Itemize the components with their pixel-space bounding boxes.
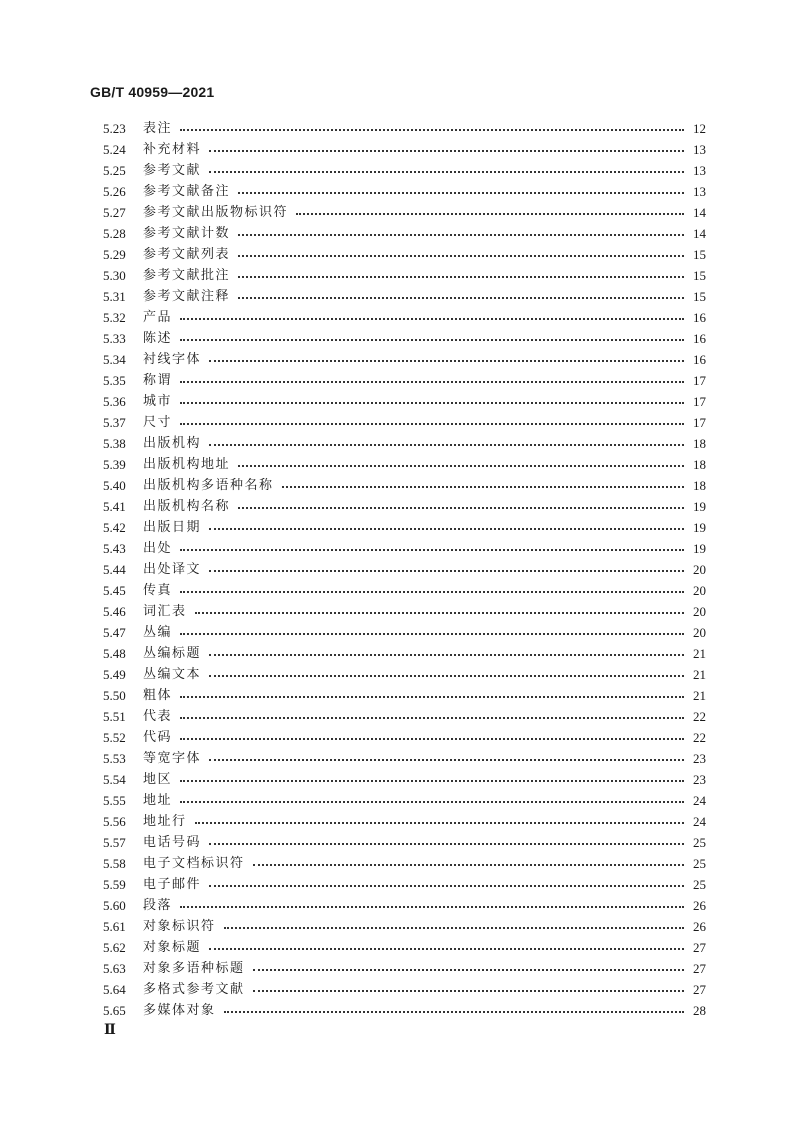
toc-entry-number: 5.39 — [103, 457, 126, 472]
dot-leader — [180, 695, 684, 698]
toc-entry[interactable] — [103, 643, 706, 664]
toc-entry-title: 表注 — [143, 121, 173, 136]
toc-entry-title: 电话号码 — [143, 835, 202, 850]
dot-leader — [238, 254, 684, 257]
toc-entry-title: 丛编 — [143, 625, 173, 640]
toc-entry-number: 5.36 — [103, 394, 126, 409]
toc-entry-number: 5.60 — [103, 898, 126, 913]
toc-entry-number: 5.48 — [103, 646, 126, 661]
page-number: Ⅱ — [104, 1023, 116, 1038]
toc-entry[interactable] — [103, 223, 706, 244]
toc-entry-page: 13 — [693, 184, 706, 199]
dot-leader — [209, 569, 684, 572]
dot-leader — [209, 443, 684, 446]
toc-entry-page: 26 — [693, 898, 706, 913]
dot-leader — [180, 338, 684, 341]
toc-entry-title: 对象标识符 — [143, 919, 216, 934]
dot-leader — [209, 359, 684, 362]
toc-entry-title: 参考文献备注 — [143, 184, 231, 199]
toc-entry-title: 代表 — [143, 709, 173, 724]
toc-entry-page: 25 — [693, 835, 706, 850]
toc-entry-title: 地址 — [143, 793, 173, 808]
dot-leader — [253, 968, 684, 971]
toc-entry-number: 5.27 — [103, 205, 126, 220]
toc-entry-number: 5.55 — [103, 793, 126, 808]
dot-leader — [180, 590, 684, 593]
toc-entry-number: 5.35 — [103, 373, 126, 388]
toc-entry-number: 5.50 — [103, 688, 126, 703]
toc-entry-number: 5.57 — [103, 835, 126, 850]
toc-entry[interactable] — [103, 433, 706, 454]
toc-entry-title: 城市 — [143, 394, 173, 409]
toc-entry-number: 5.64 — [103, 982, 126, 997]
toc-entry-page: 15 — [693, 247, 706, 262]
toc-entry[interactable] — [103, 139, 706, 160]
toc-entry[interactable] — [103, 1000, 706, 1021]
toc-entry-number: 5.53 — [103, 751, 126, 766]
toc-entry-page: 18 — [693, 436, 706, 451]
toc-entry-title: 传真 — [143, 583, 173, 598]
toc-entry-number: 5.42 — [103, 520, 126, 535]
toc-entry-number: 5.65 — [103, 1003, 126, 1018]
dot-leader — [209, 149, 684, 152]
toc-entry[interactable] — [103, 685, 706, 706]
toc-entry[interactable] — [103, 538, 706, 559]
toc-entry-number: 5.58 — [103, 856, 126, 871]
dot-leader — [238, 275, 684, 278]
toc-entry-page: 25 — [693, 856, 706, 871]
toc-entry-number: 5.52 — [103, 730, 126, 745]
toc-entry[interactable] — [103, 622, 706, 643]
toc-entry[interactable] — [103, 916, 706, 937]
standard-number-header: GB/T 40959—2021 — [90, 84, 215, 100]
toc-entry-page: 13 — [693, 163, 706, 178]
toc-entry-title: 参考文献注释 — [143, 289, 231, 304]
toc-entry-number: 5.40 — [103, 478, 126, 493]
toc-entry[interactable] — [103, 517, 706, 538]
toc-entry-page: 24 — [693, 793, 706, 808]
toc-entry-number: 5.37 — [103, 415, 126, 430]
toc-entry-page: 13 — [693, 142, 706, 157]
toc-entry-number: 5.32 — [103, 310, 126, 325]
toc-entry[interactable] — [103, 244, 706, 265]
toc-entry[interactable] — [103, 202, 706, 223]
dot-leader — [180, 128, 684, 131]
toc-entry-page: 16 — [693, 310, 706, 325]
toc-entry-number: 5.33 — [103, 331, 126, 346]
toc-entry-title: 地区 — [143, 772, 173, 787]
toc-entry-title: 词汇表 — [143, 604, 187, 619]
toc-entry-number: 5.51 — [103, 709, 126, 724]
toc-entry-number: 5.43 — [103, 541, 126, 556]
toc-entry-page: 23 — [693, 772, 706, 787]
toc-entry-page: 22 — [693, 730, 706, 745]
dot-leader — [209, 527, 684, 530]
toc-entry[interactable] — [103, 874, 706, 895]
toc-entry-title: 产品 — [143, 310, 173, 325]
toc-entry[interactable] — [103, 979, 706, 1000]
toc-entry[interactable] — [103, 118, 706, 139]
toc-entry-title: 参考文献出版物标识符 — [143, 205, 289, 220]
toc-entry-page: 21 — [693, 646, 706, 661]
toc-entry[interactable] — [103, 349, 706, 370]
toc-entry[interactable] — [103, 412, 706, 433]
toc-entry[interactable] — [103, 286, 706, 307]
toc-entry-number: 5.46 — [103, 604, 126, 619]
toc-entry-number: 5.61 — [103, 919, 126, 934]
toc-entry[interactable] — [103, 454, 706, 475]
toc-entry-title: 出版日期 — [143, 520, 202, 535]
toc-entry-title: 段落 — [143, 898, 173, 913]
toc-entry-page: 14 — [693, 226, 706, 241]
toc-entry-page: 14 — [693, 205, 706, 220]
toc-entry[interactable] — [103, 475, 706, 496]
toc-entry[interactable] — [103, 853, 706, 874]
toc-entry-title: 电子文档标识符 — [143, 856, 245, 871]
toc-entry-number: 5.56 — [103, 814, 126, 829]
toc-entry-number: 5.38 — [103, 436, 126, 451]
dot-leader — [224, 1010, 684, 1013]
toc-entry-page: 23 — [693, 751, 706, 766]
toc-entry[interactable] — [103, 958, 706, 979]
toc-entry-title: 出处译文 — [143, 562, 202, 577]
toc-entry-page: 12 — [693, 121, 706, 136]
toc-entry[interactable] — [103, 328, 706, 349]
toc-entry-page: 19 — [693, 541, 706, 556]
toc-entry-title: 出版机构 — [143, 436, 202, 451]
toc-entry-title: 出版机构地址 — [143, 457, 231, 472]
toc-entry[interactable] — [103, 937, 706, 958]
toc-entry[interactable] — [103, 160, 706, 181]
dot-leader — [180, 380, 684, 383]
toc-entry[interactable] — [103, 580, 706, 601]
toc-entry-page: 20 — [693, 625, 706, 640]
toc-entry-page: 27 — [693, 982, 706, 997]
dot-leader — [209, 758, 684, 761]
toc-entry-title: 等宽字体 — [143, 751, 202, 766]
dot-leader — [224, 926, 684, 929]
toc-entry[interactable] — [103, 664, 706, 685]
toc-entry-title: 对象标题 — [143, 940, 202, 955]
toc-entry-title: 地址行 — [143, 814, 187, 829]
toc-entry-title: 代码 — [143, 730, 173, 745]
toc-entry-number: 5.45 — [103, 583, 126, 598]
dot-leader — [209, 884, 684, 887]
toc-entry-page: 16 — [693, 352, 706, 367]
dot-leader — [296, 212, 684, 215]
toc-entry-number: 5.41 — [103, 499, 126, 514]
toc-entry-title: 出处 — [143, 541, 173, 556]
toc-entry[interactable] — [103, 727, 706, 748]
toc-entry[interactable] — [103, 391, 706, 412]
toc-entry-title: 出版机构多语种名称 — [143, 478, 274, 493]
toc-entry-page: 20 — [693, 604, 706, 619]
toc-entry-number: 5.63 — [103, 961, 126, 976]
toc-entry-number: 5.62 — [103, 940, 126, 955]
toc-entry-number: 5.34 — [103, 352, 126, 367]
dot-leader — [209, 947, 684, 950]
table-of-contents — [103, 118, 706, 1021]
toc-entry-number: 5.25 — [103, 163, 126, 178]
dot-leader — [195, 821, 684, 824]
toc-entry-title: 多媒体对象 — [143, 1003, 216, 1018]
toc-entry-title: 参考文献列表 — [143, 247, 231, 262]
toc-entry-number: 5.49 — [103, 667, 126, 682]
toc-entry[interactable] — [103, 181, 706, 202]
toc-entry-page: 18 — [693, 478, 706, 493]
toc-entry-page: 19 — [693, 499, 706, 514]
toc-entry-title: 补充材料 — [143, 142, 202, 157]
toc-entry-page: 18 — [693, 457, 706, 472]
toc-entry-number: 5.24 — [103, 142, 126, 157]
dot-leader — [180, 548, 684, 551]
toc-entry-title: 粗体 — [143, 688, 173, 703]
toc-entry[interactable] — [103, 790, 706, 811]
toc-entry-page: 17 — [693, 373, 706, 388]
dot-leader — [180, 401, 684, 404]
toc-entry[interactable] — [103, 265, 706, 286]
toc-entry-title: 参考文献计数 — [143, 226, 231, 241]
toc-entry[interactable] — [103, 895, 706, 916]
toc-entry-number: 5.54 — [103, 772, 126, 787]
dot-leader — [238, 191, 684, 194]
toc-entry-title: 称谓 — [143, 373, 173, 388]
dot-leader — [180, 737, 684, 740]
toc-entry-title: 参考文献 — [143, 163, 202, 178]
toc-entry-number: 5.28 — [103, 226, 126, 241]
toc-entry-page: 24 — [693, 814, 706, 829]
toc-entry[interactable] — [103, 307, 706, 328]
toc-entry[interactable] — [103, 706, 706, 727]
toc-entry-page: 19 — [693, 520, 706, 535]
dot-leader — [238, 464, 684, 467]
dot-leader — [253, 989, 684, 992]
dot-leader — [238, 296, 684, 299]
toc-entry-page: 25 — [693, 877, 706, 892]
dot-leader — [180, 779, 684, 782]
toc-entry-page: 27 — [693, 940, 706, 955]
dot-leader — [253, 863, 684, 866]
toc-entry[interactable] — [103, 559, 706, 580]
toc-entry-title: 对象多语种标题 — [143, 961, 245, 976]
dot-leader — [209, 674, 684, 677]
toc-entry-number: 5.44 — [103, 562, 126, 577]
toc-entry-page: 26 — [693, 919, 706, 934]
toc-entry[interactable] — [103, 496, 706, 517]
toc-entry-title: 电子邮件 — [143, 877, 202, 892]
toc-entry-page: 20 — [693, 562, 706, 577]
toc-entry-number: 5.23 — [103, 121, 126, 136]
toc-entry-page: 17 — [693, 415, 706, 430]
toc-entry[interactable] — [103, 370, 706, 391]
toc-entry[interactable] — [103, 769, 706, 790]
toc-entry-page: 17 — [693, 394, 706, 409]
toc-entry-page: 27 — [693, 961, 706, 976]
dot-leader — [238, 506, 684, 509]
dot-leader — [238, 233, 684, 236]
toc-entry[interactable] — [103, 601, 706, 622]
toc-entry-number: 5.59 — [103, 877, 126, 892]
dot-leader — [180, 716, 684, 719]
dot-leader — [180, 905, 684, 908]
toc-entry[interactable] — [103, 748, 706, 769]
dot-leader — [180, 317, 684, 320]
toc-entry[interactable] — [103, 811, 706, 832]
toc-entry-page: 16 — [693, 331, 706, 346]
toc-entry-title: 出版机构名称 — [143, 499, 231, 514]
toc-entry-title: 多格式参考文献 — [143, 982, 245, 997]
dot-leader — [180, 800, 684, 803]
toc-entry-title: 丛编标题 — [143, 646, 202, 661]
dot-leader — [282, 485, 684, 488]
toc-entry[interactable] — [103, 832, 706, 853]
toc-entry-title: 尺寸 — [143, 415, 173, 430]
toc-entry-title: 陈述 — [143, 331, 173, 346]
toc-entry-page: 21 — [693, 667, 706, 682]
toc-entry-number: 5.47 — [103, 625, 126, 640]
toc-entry-page: 22 — [693, 709, 706, 724]
dot-leader — [180, 632, 684, 635]
toc-entry-title: 丛编文本 — [143, 667, 202, 682]
toc-entry-page: 15 — [693, 289, 706, 304]
toc-entry-title: 衬线字体 — [143, 352, 202, 367]
dot-leader — [180, 422, 684, 425]
dot-leader — [209, 653, 684, 656]
toc-entry-page: 21 — [693, 688, 706, 703]
toc-entry-number: 5.31 — [103, 289, 126, 304]
toc-entry-number: 5.30 — [103, 268, 126, 283]
toc-entry-page: 28 — [693, 1003, 706, 1018]
dot-leader — [209, 170, 684, 173]
toc-entry-title: 参考文献批注 — [143, 268, 231, 283]
toc-entry-number: 5.29 — [103, 247, 126, 262]
toc-entry-number: 5.26 — [103, 184, 126, 199]
toc-entry-page: 20 — [693, 583, 706, 598]
dot-leader — [209, 842, 684, 845]
toc-entry-page: 15 — [693, 268, 706, 283]
dot-leader — [195, 611, 684, 614]
